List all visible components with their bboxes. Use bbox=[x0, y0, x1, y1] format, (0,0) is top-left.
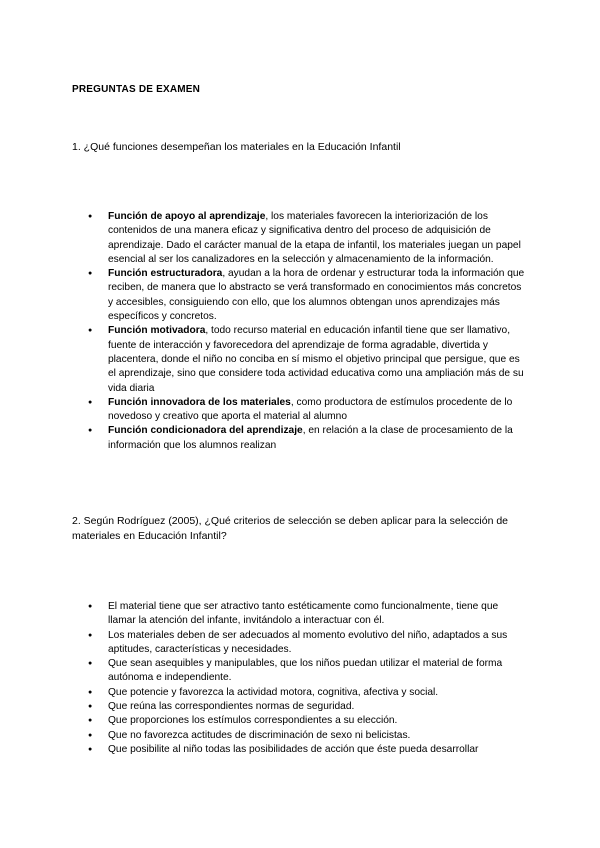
list-item: ● Los materiales deben de ser adecuados al momento evolutivo del niño, adaptados a sus aptitudes, características y necesidades. bbox=[88, 629, 528, 658]
list-item: ● Que reúna las correspondientes normas de seguridad. bbox=[88, 700, 528, 714]
item-term: Función innovadora de los materiales bbox=[108, 396, 291, 408]
item-term: Función de apoyo al aprendizaje bbox=[108, 211, 266, 222]
list-item bbox=[88, 396, 528, 425]
item-text: , los materiales favorecen la interiorización de los contenidos de una manera eficaz y significativa dentro del proceso de adquisición de aprendizaje. Dado el carácter manual de la etapa de infantil, los materiales juegan un papel esencial al ser los canalizadores en la selección y almacenamiento de la información. bbox=[108, 211, 521, 265]
list-item bbox=[88, 324, 528, 395]
item-text: , todo recurso material en educación infantil tiene que ser llamativo, fuente de interacción y favorecedora del aprendizaje de forma agradable, divertida y placentera, donde el niño no conciba en sí mismo el objetivo principal que persigue, que es el aprendizaje, sino que considere toda actividad educativa como una ampliación más de su vida diaria bbox=[108, 325, 524, 394]
list-item bbox=[88, 424, 528, 453]
item-text: , como productora de estímulos procedente de lo novedoso y creativo que aporta el material al alumno bbox=[108, 396, 513, 423]
list-item: ● Que proporciones los estímulos correspondientes a su elección. bbox=[88, 714, 528, 728]
list-item: ● Que sean asequibles y manipulables, que los niños puedan utilizar el material de forma autónoma e independiente. bbox=[88, 657, 528, 686]
criteria-list bbox=[88, 600, 528, 757]
list-item: ● Que posibilite al niño todas las posibilidades de acción que éste pueda desarrollar bbox=[88, 743, 528, 757]
item-term: Función condicionadora del aprendizaje bbox=[108, 425, 303, 437]
list-item: ● Que no favorezca actitudes de discriminación de sexo ni belicistas. bbox=[88, 729, 528, 743]
list-item: ● Que potencie y favorezca la actividad motora, cognitiva, afectiva y social. bbox=[88, 686, 528, 700]
item-term: Función estructuradora bbox=[108, 268, 223, 280]
list-item bbox=[88, 210, 528, 267]
functions-list bbox=[88, 210, 528, 453]
page-title: PREGUNTAS DE EXAMEN bbox=[72, 84, 201, 95]
question-1: 1. ¿Qué funciones desempeñan los materiales en la Educación Infantil bbox=[72, 141, 401, 153]
item-text: , en relación a la clase de procesamiento de la información que los alumnos realizan bbox=[108, 425, 513, 451]
list-item bbox=[88, 267, 528, 324]
list-item: ● El material tiene que ser atractivo tanto estéticamente como funcionalmente, tiene que llamar la atención del infante, invitándolo a interactuar con él. bbox=[88, 600, 528, 629]
item-text: , ayudan a la hora de ordenar y estructurar toda la información que reciben, de manera que lo abstracto se verá transformado en conocimientos más concretos y accesibles, consiguiendo con ello, que los alumnos obtengan unos aprendizajes más específicos y concretos. bbox=[108, 268, 525, 323]
question-2: 2. Según Rodríguez (2005), ¿Qué criterios de selección se deben aplicar para la selección de materiales en Educación Infantil? bbox=[72, 515, 509, 542]
item-term: Función motivadora bbox=[108, 325, 206, 337]
